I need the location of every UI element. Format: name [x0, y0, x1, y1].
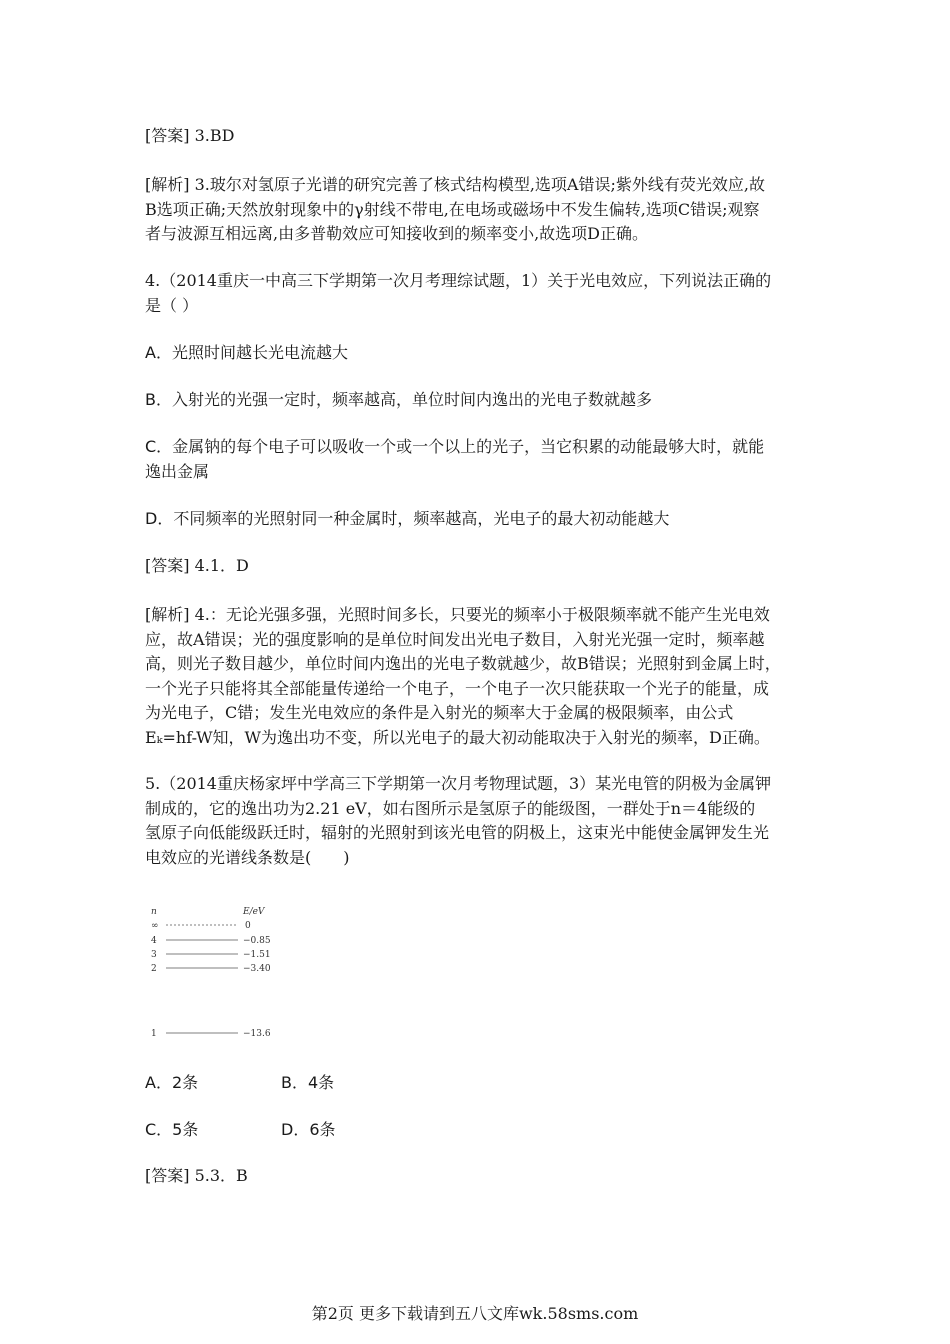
q3-analysis-line: 者与波源互相远离,由多普勒效应可知接收到的频率变小,故选项D正确。 — [145, 224, 649, 243]
q4-option-b: B．入射光的光强一定时，频率越高，单位时间内逸出的光电子数就越多 — [145, 390, 652, 409]
q5-option-b: B．4条 — [281, 1073, 335, 1092]
level-e-label: −0.85 — [243, 936, 271, 946]
level-n-label: 3 — [151, 950, 157, 960]
q5-stem-line: 氢原子向低能级跃迁时，辐射的光照射到该光电管的阴极上，这束光中能使金属钾发生光 — [145, 823, 770, 842]
level-n-label: 1 — [151, 1029, 157, 1039]
level-e-label: −1.51 — [243, 950, 271, 960]
q4-analysis-line: 高，则光子数目越少，单位时间内逸出的光电子数就越少，故B错误；光照射到金属上时， — [145, 654, 781, 673]
q4-option-c-line: 逸出金属 — [145, 461, 210, 481]
q4-option-a: A．光照时间越长光电流越大 — [145, 343, 348, 362]
q4-stem-line: 是（ ） — [145, 295, 199, 315]
q4-analysis — [145, 603, 810, 750]
q4-option-c-line: C．金属钠的每个电子可以吸收一个或一个以上的光子，当它积累的动能最够大时，就能 — [145, 437, 765, 456]
q4-option-d: D．不同频率的光照射同一种金属时，频率越高，光电子的最大初动能越大 — [145, 509, 670, 528]
q3-analysis-line: [解析] 3.玻尔对氢原子光谱的研究完善了核式结构模型,选项A错误;紫外线有荧光效应,故 — [145, 175, 765, 194]
q3-answer: [答案] 3.BD — [145, 126, 235, 145]
q4-analysis-line: 为光电子，C错；发生光电效应的条件是入射光的频率大于金属的极限频率，由公式 — [145, 703, 734, 722]
q4-analysis-line: 一个光子只能将其全部能量传递给一个电子，一个电子一次只能获取一个光子的能量，成 — [145, 678, 770, 698]
q5-stem-line: 5.（2014重庆杨家坪中学高三下学期第一次月考物理试题，3）某光电管的阴极为金属钾 — [145, 774, 772, 793]
q5-option-d: D．6条 — [281, 1120, 336, 1139]
level-n-label: 2 — [151, 964, 157, 974]
q4-analysis-line: 应，故A错误；光的强度影响的是单位时间发出光电子数目，入射光光强一定时，频率越 — [145, 629, 765, 649]
diagram-header-n: n — [151, 907, 157, 917]
level-e-label: 0 — [245, 921, 251, 931]
q4-analysis-line: [解析] 4.：无论光强多强，光照时间多长，只要光的频率小于极限频率就不能产生光电效 — [145, 605, 770, 624]
q5-stem-line: 电效应的光谱线条数是( ) — [145, 847, 350, 867]
q3-analysis — [145, 173, 810, 247]
q4-stem-line: 4.（2014重庆一中高三下学期第一次月考理综试题，1）关于光电效应，下列说法正确的 — [145, 271, 772, 290]
q5-option-c: C．5条 — [145, 1120, 199, 1139]
q5-stem-line: 制成的，它的逸出功为2.21 eV，如右图所示是氢原子的能级图，一群处于n＝4能级的 — [145, 798, 756, 818]
level-e-label: −13.6 — [243, 1029, 271, 1039]
level-n-label: ∞ — [151, 921, 159, 931]
page-footer: 第2页 更多下载请到五八文库wk.58sms.com — [311, 1304, 639, 1323]
q5-option-a: A．2条 — [145, 1073, 199, 1092]
diagram-header-e: E/eV — [243, 907, 265, 917]
energy-level-diagram — [148, 903, 288, 1043]
q3-analysis-line: B选项正确;天然放射现象中的γ射线不带电,在电场或磁场中不发生偏转,选项C错误;观察 — [145, 199, 760, 219]
q5-stem — [145, 772, 810, 870]
q4-analysis-line: Eₖ=hf-W知，W为逸出功不变，所以光电子的最大初动能取决于入射光的频率，D正确。 — [145, 727, 770, 747]
q4-answer: [答案] 4.1．D — [145, 556, 249, 575]
q4-option-c — [145, 435, 810, 484]
level-n-label: 4 — [151, 936, 157, 946]
q4-stem — [145, 269, 810, 318]
level-e-label: −3.40 — [243, 964, 271, 974]
q5-answer: [答案] 5.3．B — [145, 1166, 248, 1185]
